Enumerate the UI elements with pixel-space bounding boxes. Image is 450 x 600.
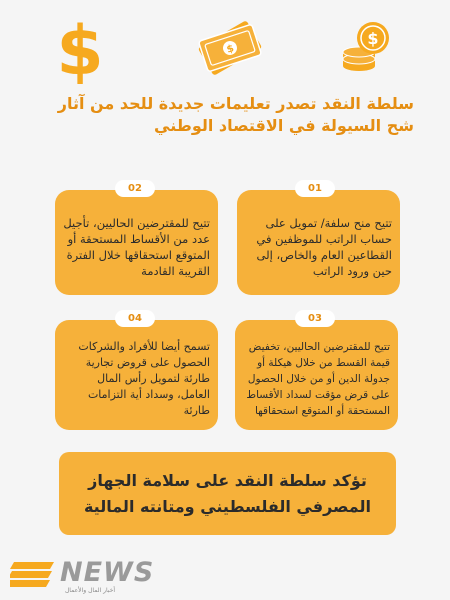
svg-text:$: $ [367,29,379,48]
card-text: تسمح أيضا للأفراد والشركات الحصول على قروض تجارية طارئة لتمويل رأس المال العامل، وسداد أية التزامات طارئة [78,340,210,417]
logo-tagline: أخبار المال والأعمال [64,587,116,594]
news-logo [10,555,175,597]
svg-text:$: $ [56,14,104,84]
card-text: تتيح منح سلفة/ تمويل على حساب الراتب للموظفين في القطاعين العام والخاص، إلى حين ورود الراتب [256,215,392,278]
banner-text: تؤكد سلطة النقد على سلامة الجهاز المصرفي الفلسطيني ومتانته المالية [83,470,372,516]
card-number-badge: 01 [295,180,335,197]
card-number-badge: 02 [115,180,155,197]
summary-banner [59,452,396,535]
info-card-01 [237,190,400,295]
svg-text:$: $ [225,43,236,56]
info-card-02 [55,190,218,295]
info-card-03 [235,320,398,430]
info-card-04 [55,320,218,430]
card-number-badge: 03 [295,310,335,327]
headline: سلطة النقد تصدر تعليمات جديدة للحد من آثار شح السيولة في الاقتصاد الوطني [57,94,414,135]
card-text: تتيح للمقترضين الحاليين، تخفيض قيمة القسط من خلال هيكلة أو جدولة الدين أو من خلال الحصول على قرض مؤقت لسداد الأقساط المستحقة أو المتوقع استحقاقها [246,341,390,417]
logo-word: NEWS [60,557,155,588]
logo-mark-icon [10,559,60,589]
card-number-badge: 04 [115,310,155,327]
money-bills-icon [190,10,270,85]
dollar-sign-icon [50,14,110,84]
coin-stack-icon [335,14,395,74]
card-text: تتيح للمقترضين الحاليين، تأجيل عدد من الأقساط المستحقة أو المتوقع استحقاقها خلال الفترة القريبة القادمة [63,215,210,278]
